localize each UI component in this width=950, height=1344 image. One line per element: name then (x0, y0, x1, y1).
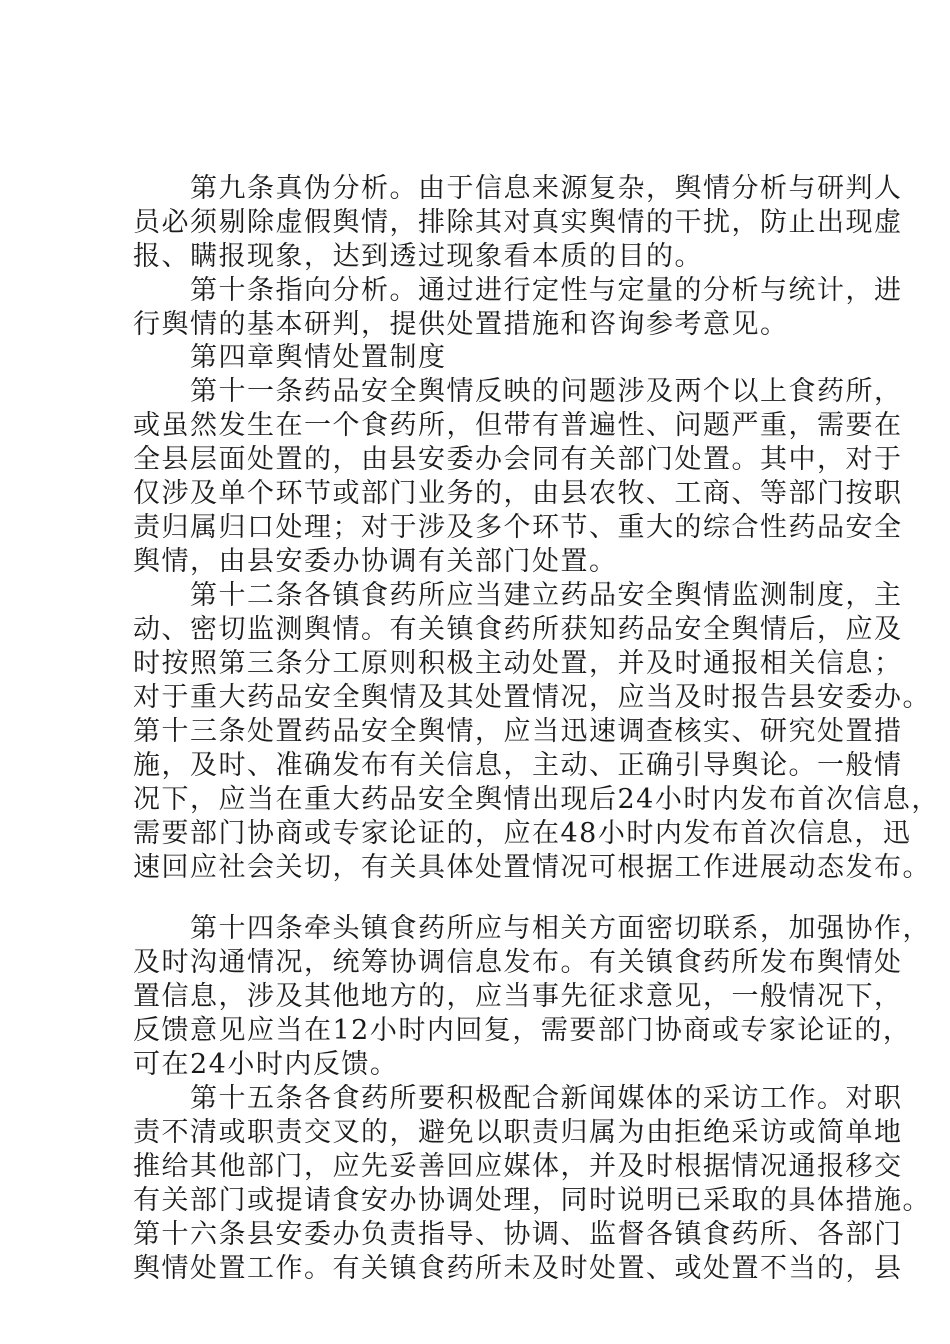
chapter-heading: 第四章舆情处置制度 (133, 342, 447, 373)
text-line: 置信息，涉及其他地方的，应当事先征求意见，一般情况下， (133, 981, 903, 1012)
text-line: 或虽然发生在一个食药所，但带有普遍性、问题严重，需要在 (133, 410, 903, 441)
text-line: 责不清或职责交叉的，避免以职责归属为由拒绝采访或简单地 (133, 1117, 903, 1148)
text-line: 仅涉及单个环节或部门业务的，由县农牧、工商、等部门按职 (133, 478, 903, 509)
text-line: 第九条真伪分析。由于信息来源复杂，舆情分析与研判人 (133, 173, 903, 204)
text-line: 时按照第三条分工原则积极主动处置，并及时通报相关信息； (133, 648, 903, 679)
text-line: 有关部门或提请食安办协调处理，同时说明已采取的具体措施。 (133, 1185, 931, 1216)
text-line: 第十条指向分析。通过进行定性与定量的分析与统计，进 (133, 275, 903, 306)
text-line: 舆情，由县安委办协调有关部门处置。 (133, 546, 618, 577)
text-line: 需要部门协商或专家论证的，应在48小时内发布首次信息，迅 (133, 818, 912, 849)
text-line: 速回应社会关切，有关具体处置情况可根据工作进展动态发布。 (133, 852, 931, 883)
text-line: 对于重大药品安全舆情及其处置情况，应当及时报告县安委办。 (133, 682, 931, 713)
text-line: 施，及时、准确发布有关信息，主动、正确引导舆论。一般情 (133, 750, 903, 781)
text-line: 报、瞒报现象，达到透过现象看本质的目的。 (133, 241, 703, 272)
text-line: 全县层面处置的，由县安委办会同有关部门处置。其中，对于 (133, 444, 903, 475)
text-line: 第十二条各镇食药所应当建立药品安全舆情监测制度，主 (133, 580, 903, 611)
text-line: 员必须剔除虚假舆情，排除其对真实舆情的干扰，防止出现虚 (133, 207, 903, 238)
text-line: 况下，应当在重大药品安全舆情出现后24小时内发布首次信息， (133, 784, 940, 815)
text-line: 可在24小时内反馈。 (133, 1049, 399, 1080)
text-line: 行舆情的基本研判，提供处置措施和咨询参考意见。 (133, 309, 789, 340)
text-line: 责归属归口处理；对于涉及多个环节、重大的综合性药品安全 (133, 512, 903, 543)
text-line: 第十四条牵头镇食药所应与相关方面密切联系，加强协作， (133, 913, 931, 944)
text-line: 反馈意见应当在12小时内回复，需要部门协商或专家论证的， (133, 1015, 912, 1046)
text-line: 第十一条药品安全舆情反映的问题涉及两个以上食药所， (133, 376, 903, 407)
text-line: 动、密切监测舆情。有关镇食药所获知药品安全舆情后，应及 (133, 614, 903, 645)
text-line: 及时沟通情况，统筹协调信息发布。有关镇食药所发布舆情处 (133, 947, 903, 978)
text-line: 舆情处置工作。有关镇食药所未及时处置、或处置不当的，县 (133, 1253, 903, 1284)
text-line: 推给其他部门，应先妥善回应媒体，并及时根据情况通报移交 (133, 1151, 903, 1182)
text-line: 第十六条县安委办负责指导、协调、监督各镇食药所、各部门 (133, 1219, 903, 1250)
text-line: 第十五条各食药所要积极配合新闻媒体的采访工作。对职 (133, 1083, 903, 1114)
text-line: 第十三条处置药品安全舆情，应当迅速调查核实、研究处置措 (133, 716, 903, 747)
